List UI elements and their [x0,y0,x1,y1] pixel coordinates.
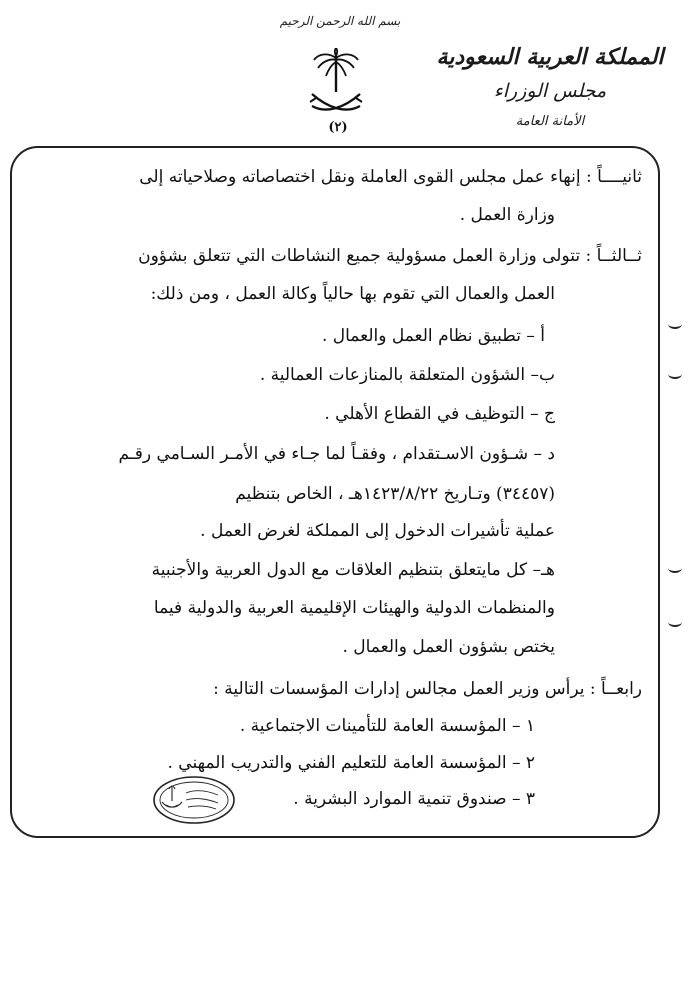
kingdom-title: المملكة العربية السعودية [436,44,664,70]
margin-mark [668,319,682,329]
text-line: يختص بشؤون العمل والعمال . [342,637,555,657]
text-line: العمل والعمال التي تقوم بها حالياً وكالة العمل ، ومن ذلك: [150,284,555,304]
text-line: ١ – المؤسسة العامة للتأمينات الاجتماعية . [239,716,535,736]
text-line: والمنظمات الدولية والهيئات الإقليمية العربية والدولية فيما [153,598,555,618]
margin-mark [668,369,682,379]
text-line: وزارة العمل . [459,205,555,225]
text-line: د – شـؤون الاسـتقدام ، وفقـاً لما جـاء في الأمـر السـامي رقـم [118,444,555,464]
text-line: ٣ – صندوق تنمية الموارد البشرية . [293,789,535,809]
text-line: ٢ – المؤسسة العامة للتعليم الفني والتدريب المهني . [167,753,535,773]
text-line: رابعــاً : يرأس وزير العمل مجالس إدارات المؤسسات التالية : [213,679,642,699]
text-line: ثانيــــاً : إنهاء عمل مجلس القوى العاملة ونقل اختصاصاته وصلاحياته إلى [139,167,642,187]
text-line: ثــالثــاً : تتولى وزارة العمل مسؤولية جميع النشاطات التي تتعلق بشؤون [138,246,642,266]
official-seal-stamp [152,775,236,825]
secretariat-title: الأمانة العامة [515,114,585,129]
text-line: (٣٤٤٥٧) وتـاريخ ١٤٢٣/٨/٢٢هـ ، الخاص بتنظيم [235,484,555,504]
text-line: أ – تطبيق نظام العمل والعمال . [321,326,545,346]
text-line: ب– الشؤون المتعلقة بالمنازعات العمالية . [259,365,555,385]
text-line: عملية تأشيرات الدخول إلى المملكة لغرض العمل . [200,521,555,541]
council-title: مجلس الوزراء [493,80,607,102]
text-line: هـ– كل مايتعلق بتنظيم العلاقات مع الدول العربية والأجنبية [151,560,555,580]
margin-mark [668,617,682,627]
page-number: (٢) [328,120,348,135]
margin-mark [668,563,682,573]
text-line: ج – التوظيف في القطاع الأهلي . [324,404,555,424]
basmala: بسم الله الرحمن الرحيم [279,14,401,28]
saudi-emblem-palm-swords-icon [308,48,364,120]
